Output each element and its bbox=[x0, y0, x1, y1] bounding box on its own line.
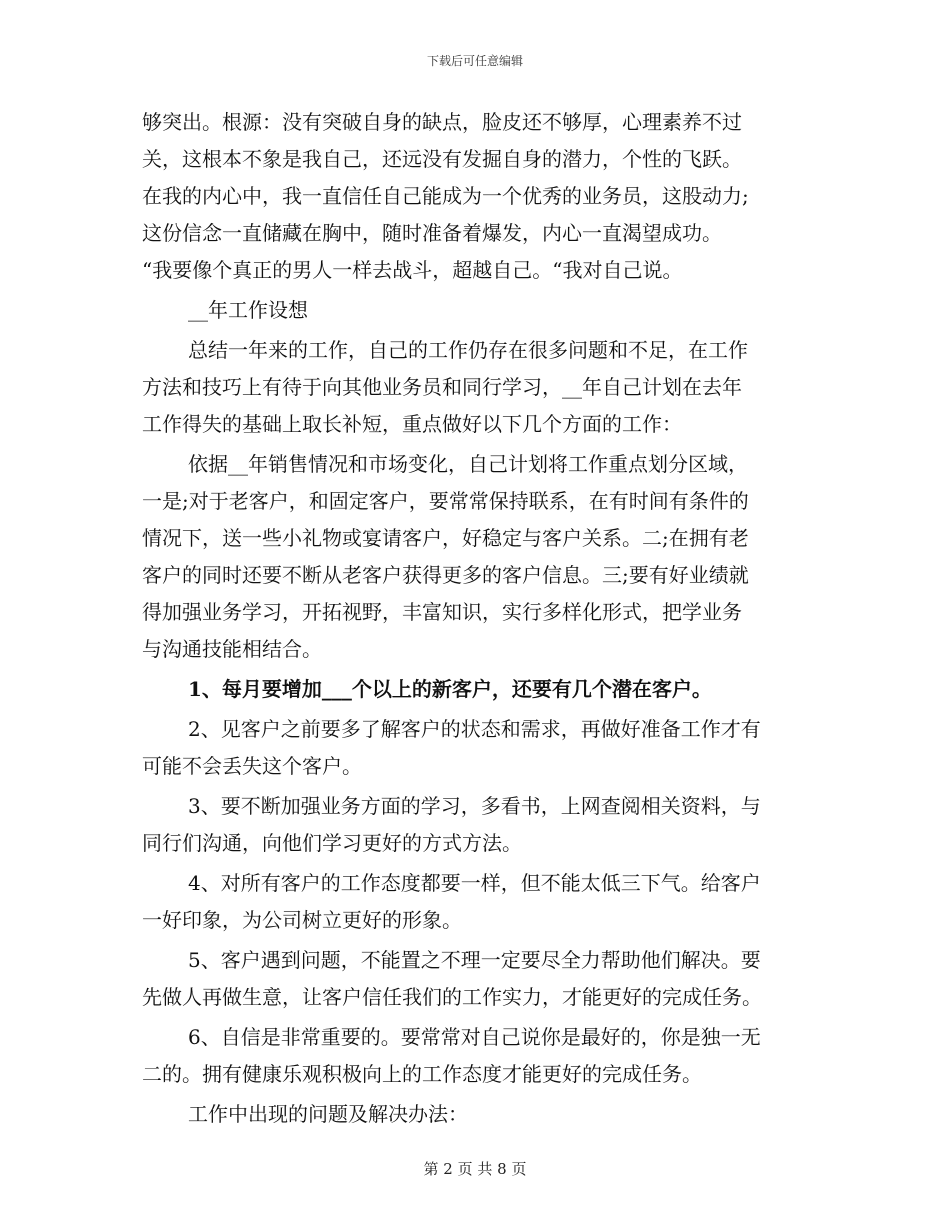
list-item: 3、要不断加强业务方面的学习，多看书，上网查阅相关资料，与 bbox=[188, 794, 761, 818]
text-line: 一好印象，为公司树立更好的形象。 bbox=[142, 908, 462, 932]
page-header: 下载后可任意编辑 bbox=[426, 54, 523, 68]
text-line: 二的。拥有健康乐观积极向上的工作态度才能更好的完成任务。 bbox=[142, 1062, 702, 1086]
bold-list-item: 1、每月要增加___个以上的新客户，还要有几个潜在客户。 bbox=[188, 677, 712, 701]
text-line: 情况下，送一些小礼物或宴请客户，好稳定与客户关系。二;在拥有老 bbox=[142, 526, 749, 550]
text-line: 关，这根本不象是我自己，还远没有发掘自身的潜力，个性的飞跃。 bbox=[142, 147, 742, 171]
text-line: 一是;对于老客户，和固定客户，要常常保持联系，在有时间有条件的 bbox=[142, 489, 749, 513]
text-line: 依据__年销售情况和市场变化，自己计划将工作重点划分区域， bbox=[188, 452, 748, 476]
list-item: 6、自信是非常重要的。要常常对自己说你是最好的，你是独一无 bbox=[188, 1025, 761, 1049]
text-line: 可能不会丢失这个客户。 bbox=[142, 754, 362, 778]
text-line: 得加强业务学习，开拓视野，丰富知识，实行多样化形式，把学业务 bbox=[142, 600, 742, 624]
text-line: 总结一年来的工作，自己的工作仍存在很多问题和不足，在工作 bbox=[188, 338, 748, 362]
section-heading: 工作中出现的问题及解决办法： bbox=[188, 1102, 468, 1126]
text-line: 在我的内心中，我一直信任自己能成为一个优秀的业务员，这股动力; bbox=[142, 184, 749, 208]
text-line: 这份信念一直储藏在胸中，随时准备着爆发，内心一直渴望成功。 bbox=[142, 221, 722, 245]
text-line: 先做人再做生意，让客户信任我们的工作实力，才能更好的完成任务。 bbox=[142, 985, 762, 1009]
text-line: 同行们沟通，向他们学习更好的方式方法。 bbox=[142, 831, 522, 855]
text-line: 方法和技巧上有待于向其他业务员和同行学习，__年自己计划在去年 bbox=[142, 375, 742, 399]
list-item: 2、见客户之前要多了解客户的状态和需求，再做好准备工作才有 bbox=[188, 717, 761, 741]
list-item: 4、对所有客户的工作态度都要一样，但不能太低三下气。给客户 bbox=[188, 871, 761, 895]
page-footer: 第 2 页 共 8 页 bbox=[423, 1160, 527, 1178]
text-line: 够突出。根源：没有突破自身的缺点，脸皮还不够厚，心理素养不过 bbox=[142, 110, 742, 134]
text-line: 与沟通技能相结合。 bbox=[142, 637, 322, 661]
document-body bbox=[142, 104, 807, 1133]
section-heading: __年工作设想 bbox=[188, 298, 308, 322]
text-line: 工作得失的基础上取长补短，重点做好以下几个方面的工作： bbox=[142, 412, 682, 436]
text-line: 客户的同时还要不断从老客户获得更多的客户信息。三;要有好业绩就 bbox=[142, 563, 749, 587]
list-item: 5、客户遇到问题，不能置之不理一定要尽全力帮助他们解决。要 bbox=[188, 948, 761, 972]
text-line: “我要像个真正的男人一样去战斗，超越自己。“我对自己说。 bbox=[142, 258, 683, 282]
